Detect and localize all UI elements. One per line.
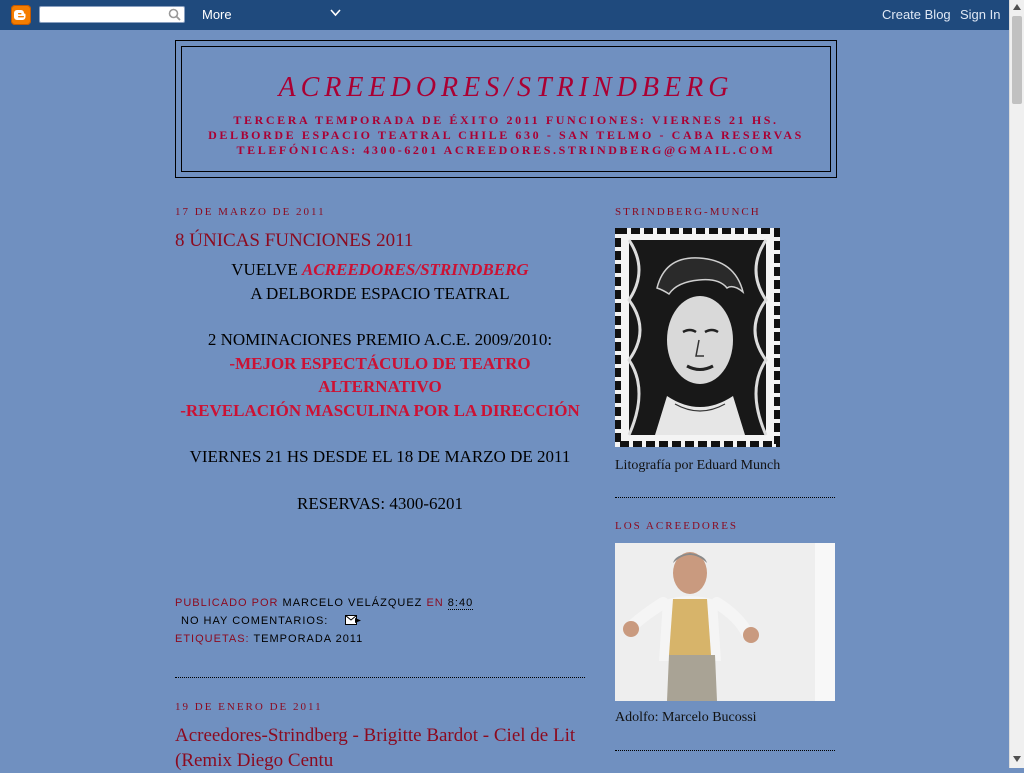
blog-title[interactable]: ACREEDORES/STRINDBERG bbox=[278, 72, 734, 103]
search-input[interactable] bbox=[39, 6, 185, 23]
scroll-up-arrow-icon[interactable] bbox=[1013, 4, 1021, 10]
post-byline bbox=[175, 597, 473, 609]
scrollbar-thumb[interactable] bbox=[1012, 16, 1022, 104]
munch-lithograph-image bbox=[615, 228, 780, 447]
labels-label: ETIQUETAS: bbox=[175, 633, 250, 645]
scroll-down-arrow-icon[interactable] bbox=[1013, 756, 1021, 762]
at-label: EN bbox=[426, 597, 444, 609]
more-menu[interactable]: More bbox=[202, 7, 232, 22]
post-body bbox=[175, 258, 585, 515]
blog-description: TERCERA TEMPORADA DE ÉXITO 2011 FUNCIONES: VIERNES 21 HS. DELBORDE ESPACIO TEATRAL CHILE 630 - SAN TELMO - CABA RESERVAS TELEFÓNICAS: 4300-6201 ACREEDORES.STRINDBERG@GMAIL.COM bbox=[208, 113, 804, 157]
sidebar-heading: STRINDBERG-MUNCH bbox=[615, 206, 761, 218]
blog-header bbox=[175, 40, 837, 178]
chevron-down-icon[interactable] bbox=[330, 9, 341, 17]
blogger-logo-icon[interactable] bbox=[11, 5, 31, 25]
post-line-venue: A DELBORDE ESPACIO TEATRAL bbox=[250, 283, 510, 303]
sidebar-caption: Adolfo: Marcelo Bucossi bbox=[615, 710, 757, 725]
search-icon[interactable] bbox=[168, 8, 181, 21]
post-divider bbox=[175, 677, 585, 678]
sign-in-link[interactable]: Sign In bbox=[960, 7, 1001, 22]
sidebar-caption: Litografía por Eduard Munch bbox=[615, 458, 781, 473]
post-line-award-2: -REVELACIÓN MASCULINA POR LA DIRECCIÓN bbox=[180, 400, 580, 420]
email-post-icon[interactable] bbox=[345, 614, 362, 626]
post-title[interactable]: Acreedores-Strindberg - Brigitte Bardot - Ciel de Lit (Remix Diego Centu bbox=[175, 725, 576, 771]
post-line-vuelve: VUELVE bbox=[231, 260, 302, 279]
post-line-award-1: -MEJOR ESPECTÁCULO DE TEATRO ALTERNATIVO bbox=[229, 353, 531, 396]
comments-link[interactable]: NO HAY COMENTARIOS: bbox=[181, 615, 329, 627]
post-date: 19 DE ENERO DE 2011 bbox=[175, 701, 323, 713]
vertical-scrollbar[interactable] bbox=[1009, 0, 1024, 768]
blog-header-inner bbox=[181, 46, 831, 172]
post-line-schedule: VIERNES 21 HS DESDE EL 18 DE MARZO DE 2011 bbox=[189, 447, 571, 466]
published-by-label: PUBLICADO POR bbox=[175, 597, 279, 609]
sidebar-divider bbox=[615, 750, 835, 751]
post-labels bbox=[175, 633, 363, 645]
post-highlight-title: ACREEDORES/STRINDBERG bbox=[301, 260, 529, 279]
post-line-nominations: 2 NOMINACIONES PREMIO A.C.E. 2009/2010: bbox=[207, 330, 553, 349]
post-time-link[interactable]: 8:40 bbox=[447, 597, 474, 609]
post-date: 17 DE MARZO DE 2011 bbox=[175, 206, 326, 218]
blogger-navbar bbox=[0, 0, 1009, 30]
post-title[interactable]: 8 ÚNICAS FUNCIONES 2011 bbox=[175, 230, 414, 251]
create-blog-link[interactable]: Create Blog bbox=[882, 7, 951, 22]
post-line-reservations: RESERVAS: 4300-6201 bbox=[297, 493, 463, 513]
sidebar-divider bbox=[615, 497, 835, 498]
label-link[interactable]: TEMPORADA 2011 bbox=[253, 633, 364, 645]
actor-photo-image bbox=[615, 543, 835, 701]
post-author[interactable]: MARCELO VELÁZQUEZ bbox=[282, 597, 423, 609]
sidebar-heading: LOS ACREEDORES bbox=[615, 520, 739, 532]
